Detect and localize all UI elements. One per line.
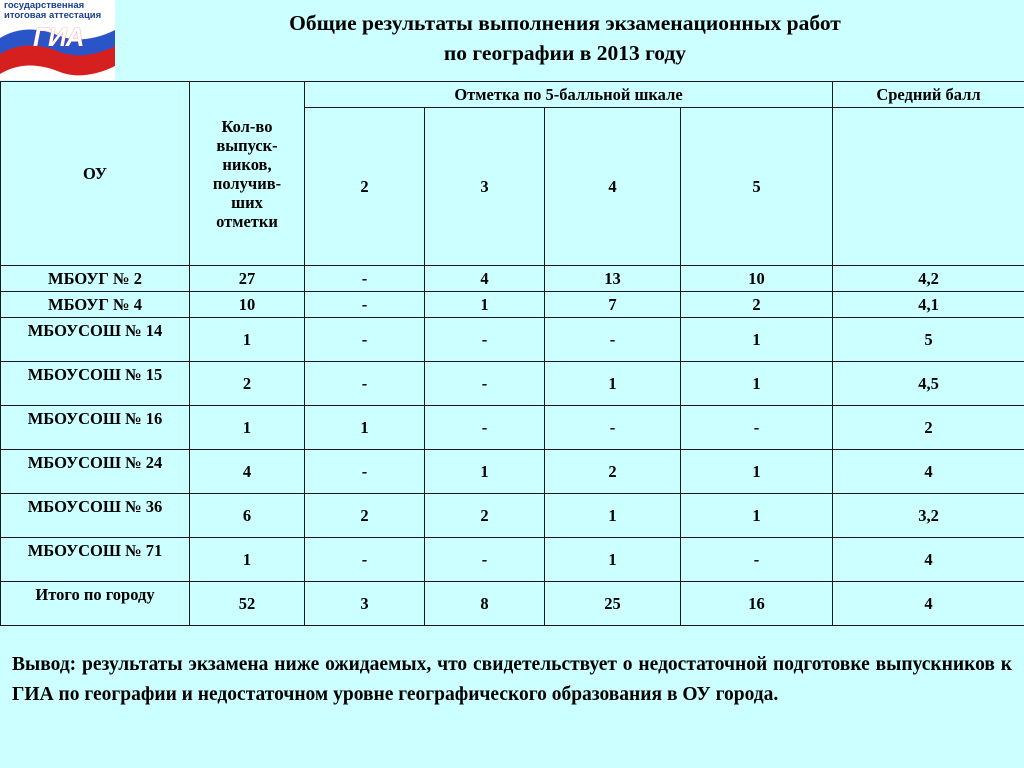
cell-g5: 1 xyxy=(681,494,833,538)
cell-g3: 2 xyxy=(425,494,545,538)
cell-avg: 4 xyxy=(833,538,1024,582)
cell-count: 2 xyxy=(190,362,305,406)
header-count-line: выпуск- xyxy=(216,135,278,155)
table-row xyxy=(1,538,1024,582)
cell-g3: - xyxy=(425,318,545,362)
table-row xyxy=(1,362,1024,406)
cell-count: 6 xyxy=(190,494,305,538)
header-grade-2: 2 xyxy=(305,108,425,266)
cell-g5: - xyxy=(681,406,833,450)
header-count-line: ников, xyxy=(222,154,272,174)
header-avg-empty xyxy=(833,108,1024,266)
title-line2: по географии в 2013 году xyxy=(443,41,687,65)
cell-g5: 1 xyxy=(681,362,833,406)
logo-line1: государственная xyxy=(4,0,85,11)
header-grade-3: 3 xyxy=(425,108,545,266)
table-row xyxy=(1,292,1024,318)
header-count-line: отметки xyxy=(216,211,278,231)
header-count-line: ших xyxy=(231,192,263,212)
cell-g5: 1 xyxy=(681,318,833,362)
header-count-line: получив- xyxy=(212,173,282,193)
cell-g4: 1 xyxy=(545,494,681,538)
cell-g3: - xyxy=(425,362,545,406)
cell-g5: 2 xyxy=(681,292,833,318)
cell-ou: МБОУГ № 2 xyxy=(1,266,190,292)
cell-ou: МБОУСОШ № 24 xyxy=(1,450,190,494)
cell-avg: 2 xyxy=(833,406,1024,450)
cell-ou: МБОУСОШ № 15 xyxy=(1,362,190,406)
header-scale: Отметка по 5-балльной шкале xyxy=(305,82,833,108)
cell-g2: 2 xyxy=(305,494,425,538)
table-row xyxy=(1,266,1024,292)
cell-ou: МБОУСОШ № 14 xyxy=(1,318,190,362)
cell-g2: 3 xyxy=(305,582,425,626)
cell-g4: 25 xyxy=(545,582,681,626)
cell-avg: 4 xyxy=(833,582,1024,626)
header-grade-4: 4 xyxy=(545,108,681,266)
logo-line2: итоговая аттестация xyxy=(4,10,102,21)
cell-g2: - xyxy=(305,318,425,362)
table-row xyxy=(1,450,1024,494)
cell-g3: - xyxy=(425,406,545,450)
cell-count: 27 xyxy=(190,266,305,292)
header-grade-5: 5 xyxy=(681,108,833,266)
cell-g4: 1 xyxy=(545,362,681,406)
header-row-1 xyxy=(1,82,1024,108)
cell-ou: МБОУСОШ № 36 xyxy=(1,494,190,538)
cell-g2: - xyxy=(305,292,425,318)
table-row xyxy=(1,406,1024,450)
cell-g2: - xyxy=(305,450,425,494)
cell-ou: Итого по городу xyxy=(1,582,190,626)
cell-g4: - xyxy=(545,318,681,362)
cell-g5: 10 xyxy=(681,266,833,292)
cell-g4: 13 xyxy=(545,266,681,292)
cell-avg: 4,5 xyxy=(833,362,1024,406)
cell-count: 4 xyxy=(190,450,305,494)
header-count xyxy=(190,82,305,266)
table-row xyxy=(1,494,1024,538)
cell-ou: МБОУГ № 4 xyxy=(1,292,190,318)
cell-count: 1 xyxy=(190,318,305,362)
cell-count: 1 xyxy=(190,406,305,450)
cell-g5: 16 xyxy=(681,582,833,626)
cell-g4: 7 xyxy=(545,292,681,318)
cell-count: 10 xyxy=(190,292,305,318)
cell-ou: МБОУСОШ № 71 xyxy=(1,538,190,582)
cell-g3: 1 xyxy=(425,292,545,318)
cell-g4: 2 xyxy=(545,450,681,494)
cell-g2: - xyxy=(305,362,425,406)
cell-g3: - xyxy=(425,538,545,582)
cell-count: 1 xyxy=(190,538,305,582)
results-table xyxy=(0,81,1024,626)
cell-g2: 1 xyxy=(305,406,425,450)
title-line1: Общие результаты выполнения экзаменационных работ xyxy=(289,11,841,35)
conclusion-text: Вывод: результаты экзамена ниже ожидаемых, что свидетельствует о недостаточной подготовке выпускников к ГИА по географии и недостаточном уровне географического образования в ОУ города. xyxy=(12,654,1012,705)
gia-logo xyxy=(0,0,115,80)
header-avg: Средний балл xyxy=(833,82,1024,108)
cell-g4: - xyxy=(545,406,681,450)
table-row xyxy=(1,318,1024,362)
page-title xyxy=(150,8,980,68)
cell-g3: 8 xyxy=(425,582,545,626)
cell-avg: 3,2 xyxy=(833,494,1024,538)
logo-abbr: ГИА xyxy=(33,22,84,52)
cell-g3: 1 xyxy=(425,450,545,494)
cell-ou: МБОУСОШ № 16 xyxy=(1,406,190,450)
cell-avg: 4,2 xyxy=(833,266,1024,292)
header-count-line: Кол-во xyxy=(221,116,273,136)
header-ou: ОУ xyxy=(1,82,190,266)
cell-g2: - xyxy=(305,538,425,582)
cell-avg: 4,1 xyxy=(833,292,1024,318)
cell-avg: 5 xyxy=(833,318,1024,362)
cell-avg: 4 xyxy=(833,450,1024,494)
cell-g5: - xyxy=(681,538,833,582)
cell-g3: 4 xyxy=(425,266,545,292)
table-row-total xyxy=(1,582,1024,626)
cell-g4: 1 xyxy=(545,538,681,582)
cell-g2: - xyxy=(305,266,425,292)
cell-g5: 1 xyxy=(681,450,833,494)
cell-count: 52 xyxy=(190,582,305,626)
